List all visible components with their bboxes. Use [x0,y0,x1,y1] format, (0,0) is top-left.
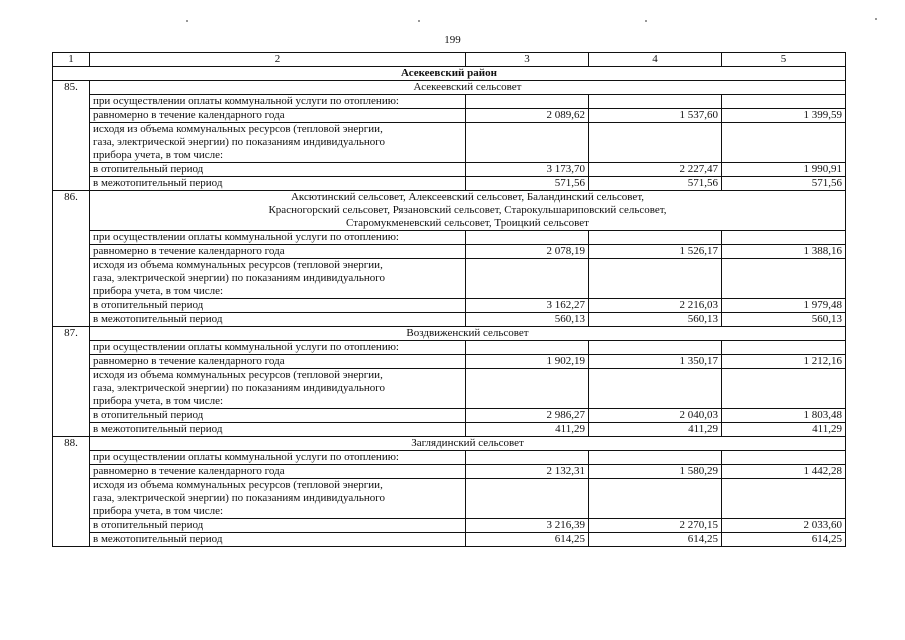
page-number: 199 [444,34,461,46]
empty-cell [466,95,589,109]
section-name-line: Аксютинский сельсовет, Алексеевский сельсовет, Баландинский сельсовет, [290,191,645,203]
heating-row [53,299,846,313]
value-cell: 1 388,16 [722,245,846,259]
value-cell: 1 580,29 [589,465,722,479]
value-cell: 3 173,70 [466,163,589,177]
payment-heading-row [53,451,846,465]
evenly-label: равномерно в течение календарного года [90,355,466,369]
value-cell: 411,29 [722,423,846,437]
metered-label [90,369,466,409]
value-cell: 1 803,48 [722,409,846,423]
evenly-label: равномерно в течение календарного года [90,109,466,123]
value-cell: 2 078,19 [466,245,589,259]
nonheating-row [53,177,846,191]
empty-cell [589,369,722,409]
value-cell: 571,56 [722,177,846,191]
empty-cell [589,95,722,109]
metered-label-line: прибора учета, в том числе: [93,505,224,517]
value-cell: 1 990,91 [722,163,846,177]
value-cell: 571,56 [466,177,589,191]
metered-row [53,369,846,409]
metered-row [53,479,846,519]
header-row [53,53,846,67]
payment-heading: при осуществлении оплаты коммунальной услуги по отоплению: [90,451,466,465]
metered-label [90,123,466,163]
value-cell: 3 216,39 [466,519,589,533]
heating-label: в отопительный период [90,163,466,177]
metered-label [90,259,466,299]
scan-dot [186,20,188,22]
metered-label-line: исходя из объема коммунальных ресурсов (тепловой энергии, [93,123,383,135]
payment-heading-row [53,95,846,109]
value-cell: 2 227,47 [589,163,722,177]
empty-cell [466,341,589,355]
empty-cell [589,259,722,299]
empty-cell [466,479,589,519]
heating-label: в отопительный период [90,299,466,313]
section-name [90,327,846,341]
value-cell: 3 162,27 [466,299,589,313]
value-cell: 1 526,17 [589,245,722,259]
value-cell: 1 537,60 [589,109,722,123]
section-name [90,437,846,451]
evenly-label: равномерно в течение календарного года [90,465,466,479]
metered-row [53,259,846,299]
value-cell: 560,13 [722,313,846,327]
empty-cell [466,231,589,245]
section-name-row [53,191,846,231]
empty-cell [466,451,589,465]
header-cell: 4 [589,53,722,67]
value-cell: 411,29 [589,423,722,437]
evenly-row [53,245,846,259]
section-number: 87. [53,327,90,437]
section-number: 86. [53,191,90,327]
metered-label-line: исходя из объема коммунальных ресурсов (тепловой энергии, [93,259,383,271]
metered-label-line: исходя из объема коммунальных ресурсов (тепловой энергии, [93,369,383,381]
region-title: Асекеевский район [53,67,846,81]
heating-row [53,519,846,533]
empty-cell [722,231,846,245]
section-number: 88. [53,437,90,547]
section-name-row [53,81,846,95]
header-cell: 5 [722,53,846,67]
empty-cell [589,341,722,355]
scan-dot [875,18,877,20]
scan-dot [418,20,420,22]
header-cell: 2 [90,53,466,67]
value-cell: 614,25 [589,533,722,547]
tariff-table [52,52,846,547]
section-name-line: Красногорский сельсовет, Рязановский сельсовет, Старокульшариповский сельсовет, [268,204,667,216]
empty-cell [466,123,589,163]
region-row [53,67,846,81]
section-name-line: Заглядинский сельсовет [411,437,524,449]
empty-cell [589,451,722,465]
metered-label-line: исходя из объема коммунальных ресурсов (тепловой энергии, [93,479,383,491]
evenly-row [53,355,846,369]
metered-label-line: газа, электрической энергии) по показаниям индивидуального [93,272,385,284]
section-name-line: Старомукменевский сельсовет, Троицкий сельсовет [346,217,589,229]
section-name-line: Воздвиженский сельсовет [406,327,529,339]
value-cell: 560,13 [589,313,722,327]
value-cell: 1 442,28 [722,465,846,479]
evenly-row [53,109,846,123]
payment-heading: при осуществлении оплаты коммунальной услуги по отоплению: [90,231,466,245]
section-number: 85. [53,81,90,191]
metered-label-line: прибора учета, в том числе: [93,285,224,297]
nonheating-row [53,533,846,547]
header-cell: 3 [466,53,589,67]
heating-label: в отопительный период [90,409,466,423]
value-cell: 614,25 [466,533,589,547]
nonheating-label: в межотопительный период [90,177,466,191]
value-cell: 1 350,17 [589,355,722,369]
value-cell: 411,29 [466,423,589,437]
metered-row [53,123,846,163]
value-cell: 2 216,03 [589,299,722,313]
payment-heading: при осуществлении оплаты коммунальной услуги по отоплению: [90,341,466,355]
scan-dot [645,20,647,22]
heating-row [53,163,846,177]
empty-cell [722,451,846,465]
section-name-row [53,437,846,451]
nonheating-label: в межотопительный период [90,313,466,327]
empty-cell [722,259,846,299]
header-cell: 1 [53,53,90,67]
value-cell: 614,25 [722,533,846,547]
empty-cell [589,479,722,519]
section-name-line: Асекеевский сельсовет [413,81,522,93]
evenly-label: равномерно в течение календарного года [90,245,466,259]
empty-cell [722,369,846,409]
nonheating-row [53,423,846,437]
metered-label-line: газа, электрической энергии) по показаниям индивидуального [93,492,385,504]
value-cell: 1 212,16 [722,355,846,369]
heating-row [53,409,846,423]
heating-label: в отопительный период [90,519,466,533]
value-cell: 560,13 [466,313,589,327]
value-cell: 1 979,48 [722,299,846,313]
value-cell: 1 902,19 [466,355,589,369]
payment-heading: при осуществлении оплаты коммунальной услуги по отоплению: [90,95,466,109]
section-name [90,191,846,231]
nonheating-label: в межотопительный период [90,533,466,547]
section-name [90,81,846,95]
nonheating-label: в межотопительный период [90,423,466,437]
empty-cell [722,479,846,519]
metered-label-line: прибора учета, в том числе: [93,395,224,407]
empty-cell [589,231,722,245]
payment-heading-row [53,231,846,245]
metered-label-line: газа, электрической энергии) по показаниям индивидуального [93,382,385,394]
payment-heading-row [53,341,846,355]
metered-label [90,479,466,519]
value-cell: 571,56 [589,177,722,191]
metered-label-line: газа, электрической энергии) по показаниям индивидуального [93,136,385,148]
value-cell: 2 033,60 [722,519,846,533]
section-name-row [53,327,846,341]
value-cell: 2 132,31 [466,465,589,479]
value-cell: 2 270,15 [589,519,722,533]
value-cell: 2 089,62 [466,109,589,123]
empty-cell [722,123,846,163]
value-cell: 2 986,27 [466,409,589,423]
nonheating-row [53,313,846,327]
empty-cell [589,123,722,163]
value-cell: 1 399,59 [722,109,846,123]
value-cell: 2 040,03 [589,409,722,423]
empty-cell [722,95,846,109]
evenly-row [53,465,846,479]
empty-cell [722,341,846,355]
metered-label-line: прибора учета, в том числе: [93,149,224,161]
empty-cell [466,369,589,409]
empty-cell [466,259,589,299]
